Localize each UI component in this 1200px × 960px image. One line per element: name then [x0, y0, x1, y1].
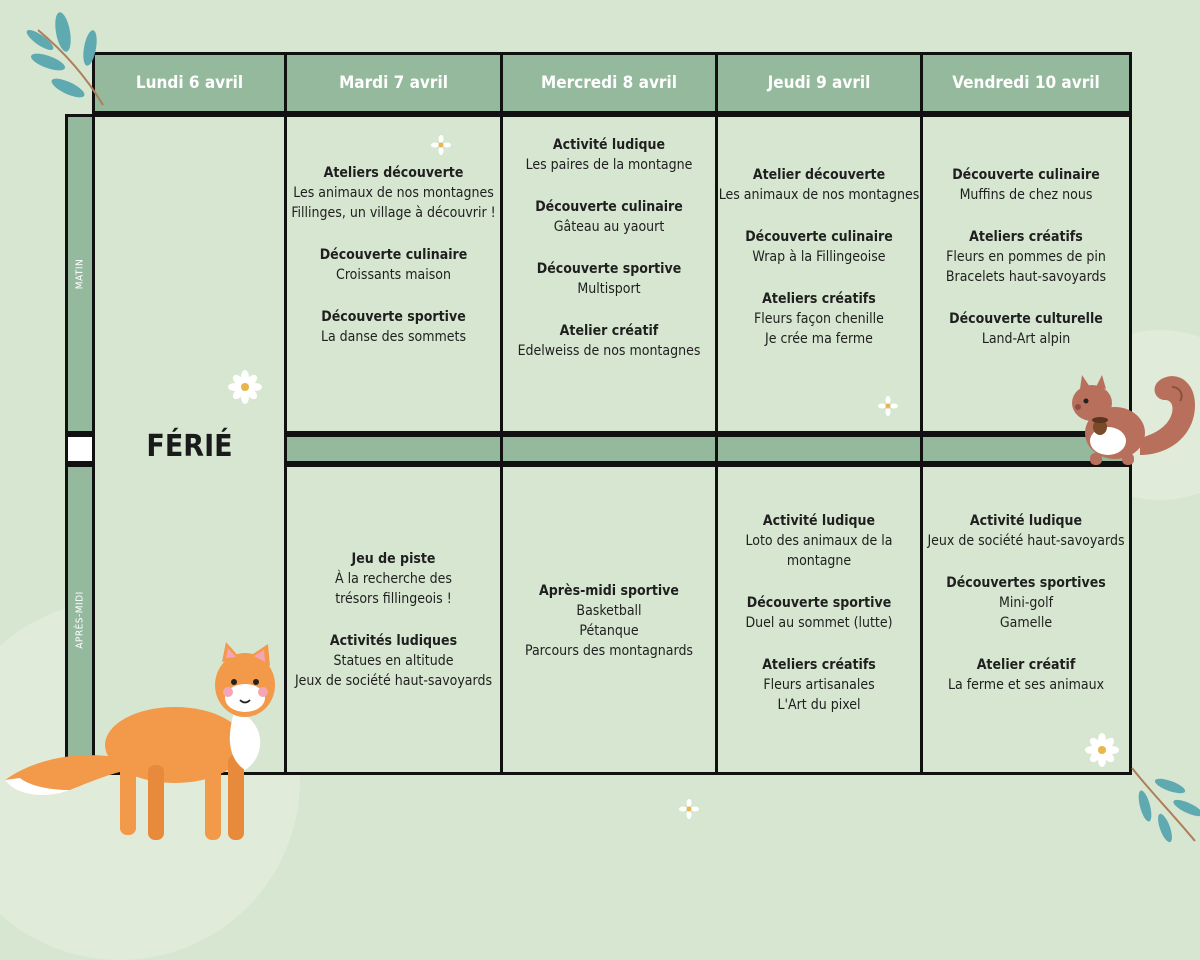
activity-detail: Mini-golf	[998, 595, 1053, 611]
activity-title: Activité ludique	[969, 513, 1083, 529]
activity-item	[295, 631, 492, 691]
afternoon-cell-jeudi	[715, 464, 923, 775]
activity-title: Découverte culinaire	[745, 229, 893, 245]
activity-detail: Les animaux de nos montagnes	[718, 187, 920, 203]
activity-item	[754, 289, 884, 349]
activity-title: Ateliers créatifs	[762, 657, 876, 673]
activity-item	[537, 259, 681, 299]
activity-detail: La danse des sommets	[320, 329, 467, 345]
activity-title: Découverte culinaire	[535, 199, 683, 215]
activity-item	[718, 511, 920, 571]
activity-title: Atelier découverte	[752, 167, 886, 183]
activity-detail: La ferme et ses animaux	[947, 677, 1105, 693]
activity-detail: Wrap à la Fillingeoise	[752, 249, 886, 265]
activity-detail: Fillinges, un village à découvrir !	[291, 205, 496, 221]
day-header-jeudi: Jeudi 9 avril	[715, 52, 923, 114]
activity-item	[335, 549, 452, 609]
activity-item	[518, 321, 701, 361]
holiday-label: FÉRIÉ	[146, 429, 233, 464]
afternoon-label-text: APRÈS-MIDI	[74, 590, 86, 649]
day-header-lundi: Lundi 6 avril	[92, 52, 287, 114]
activity-item	[946, 573, 1105, 633]
activity-item	[927, 511, 1124, 551]
day-header-mercredi: Mercredi 8 avril	[500, 52, 718, 114]
activity-detail: Statues en altitude	[333, 652, 454, 669]
activity-item	[321, 307, 466, 347]
activity-detail: Muffins de chez nous	[959, 187, 1093, 203]
activity-detail: Gâteau au yaourt	[553, 219, 665, 235]
morning-cell-mercredi	[500, 114, 718, 434]
activity-title: Après-midi sportive	[539, 583, 679, 599]
activity-title: Activité ludique	[762, 513, 876, 529]
activity-item	[952, 165, 1100, 205]
activity-detail: Parcours des montagnards	[524, 643, 693, 659]
activity-title: Activités ludiques	[329, 632, 458, 649]
activity-detail: Duel au sommet (lutte)	[745, 615, 893, 631]
activity-item	[525, 581, 693, 661]
period-label-morning	[65, 114, 95, 434]
activity-title: Activité ludique	[552, 137, 666, 153]
activity-detail: Je crée ma ferme	[765, 331, 873, 347]
lunch-band-mardi	[284, 434, 503, 464]
activity-item	[762, 655, 876, 715]
activity-detail: trésors fillingeois !	[335, 590, 452, 607]
afternoon-cell-mardi	[284, 464, 503, 775]
activity-detail: Croissants maison	[336, 267, 451, 283]
lunch-band-jeudi	[715, 434, 923, 464]
activity-detail: Gamelle	[999, 615, 1053, 631]
leaf-branch-icon	[1130, 766, 1200, 846]
day-header-mardi: Mardi 7 avril	[284, 52, 503, 114]
daisy-flower-icon	[1085, 733, 1119, 767]
activity-title: Découverte sportive	[321, 309, 466, 325]
activity-detail: À la recherche des	[335, 570, 452, 587]
morning-cell-mardi	[284, 114, 503, 434]
activity-detail: L'Art du pixel	[777, 697, 861, 713]
activity-title: Découverte sportive	[536, 261, 682, 277]
activity-detail: Les paires de la montagne	[525, 157, 693, 173]
activity-detail: Les animaux de nos montagnes	[293, 185, 494, 201]
squirrel-illustration	[1060, 365, 1200, 470]
activity-detail: Edelweiss de nos montagnes	[517, 343, 701, 359]
activity-detail: Multisport	[577, 281, 641, 297]
activity-title: Ateliers découverte	[323, 165, 464, 181]
activity-title: Atelier créatif	[559, 323, 659, 339]
activity-item	[291, 163, 495, 223]
fox-illustration	[0, 640, 290, 849]
activity-title: Découvertes sportives	[946, 575, 1106, 591]
leaf-branch-icon	[18, 10, 108, 110]
activity-item	[948, 655, 1104, 695]
daisy-flower-icon	[877, 395, 899, 417]
day-header-vendredi: Vendredi 10 avril	[920, 52, 1132, 114]
activity-title: Ateliers créatifs	[762, 291, 876, 307]
activity-title: Découverte culturelle	[949, 311, 1103, 327]
activity-item	[946, 227, 1106, 287]
activity-title: Ateliers créatifs	[969, 229, 1083, 245]
activity-detail: Pétanque	[579, 623, 639, 639]
activity-item	[526, 135, 693, 175]
daisy-flower-icon	[679, 799, 699, 819]
activity-detail: Fleurs artisanales	[763, 677, 875, 693]
activity-detail: Basketball	[576, 603, 642, 619]
activity-title: Jeu de piste	[351, 550, 436, 567]
period-separator	[65, 434, 95, 464]
activity-detail: Fleurs façon chenille	[754, 311, 884, 327]
activity-title: Atelier créatif	[976, 657, 1076, 673]
activity-title: Découverte culinaire	[319, 247, 468, 263]
afternoon-cell-vendredi	[920, 464, 1132, 775]
activity-item	[535, 197, 683, 237]
activity-detail: Jeux de société haut-savoyards	[927, 533, 1125, 549]
daisy-flower-icon	[431, 135, 451, 155]
activity-detail: Fleurs en pommes de pin	[946, 249, 1106, 265]
morning-cell-jeudi	[715, 114, 923, 434]
lunch-band-mercredi	[500, 434, 718, 464]
activity-item	[949, 309, 1103, 349]
activity-detail: Loto des animaux de la montagne	[745, 533, 893, 569]
activity-title: Découverte sportive	[746, 595, 892, 611]
afternoon-cell-mercredi	[500, 464, 718, 775]
activity-detail: Land-Art alpin	[981, 331, 1071, 347]
activity-detail: Jeux de société haut-savoyards	[294, 672, 493, 689]
activity-item	[745, 227, 893, 267]
morning-label-text: MATIN	[74, 258, 86, 290]
activity-item	[320, 245, 468, 285]
activity-detail: Bracelets haut-savoyards	[945, 269, 1107, 285]
activity-title: Découverte culinaire	[952, 167, 1100, 183]
activity-item	[719, 165, 920, 205]
activity-item	[745, 593, 892, 633]
daisy-flower-icon	[228, 370, 262, 404]
